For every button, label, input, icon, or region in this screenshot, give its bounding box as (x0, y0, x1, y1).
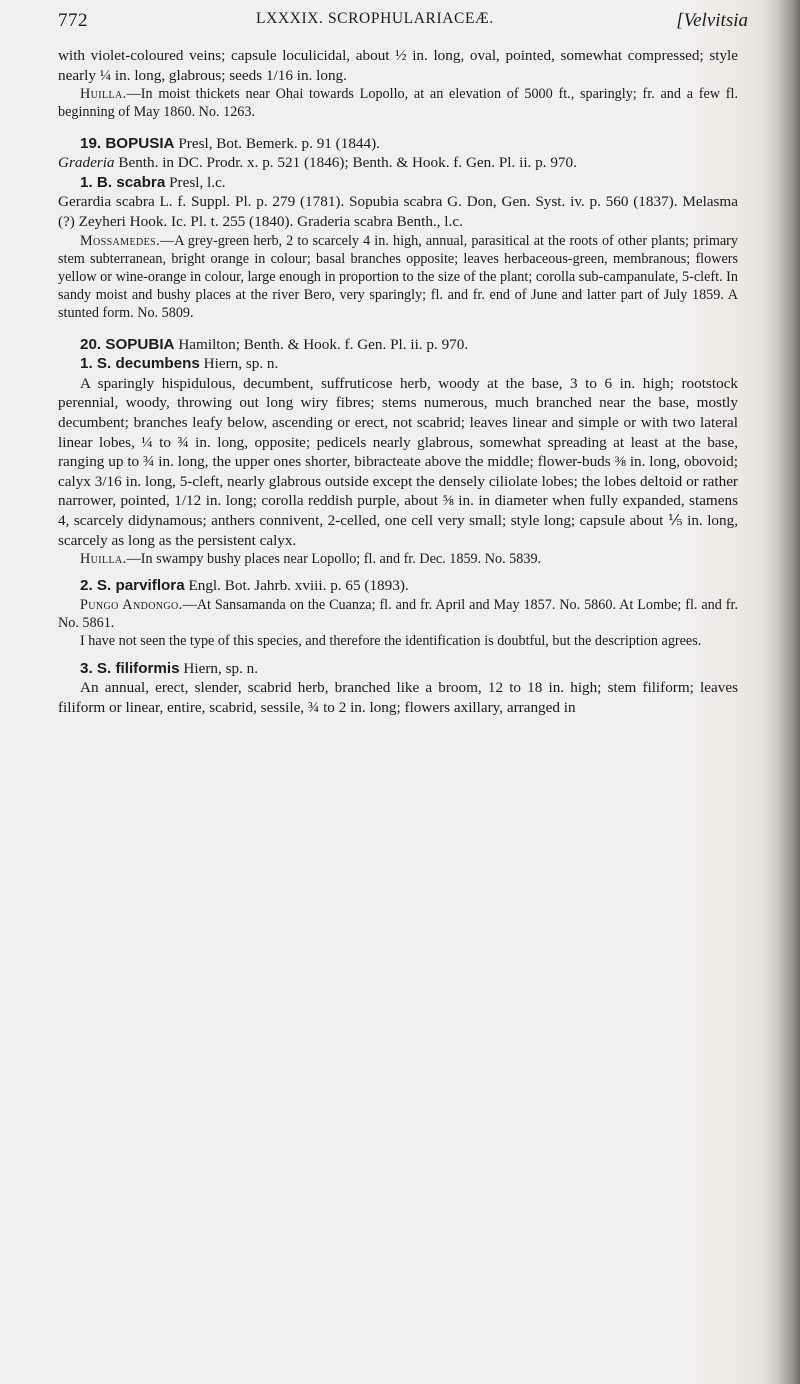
species-synonyms: Gerardia scabra L. f. Suppl. Pl. p. 279 (1781). Sopubia scabra G. Don, Gen. Syst. iv. p. 560 (1837). Melasma (?) Zeyheri Hook. Ic. Pl. t. 255 (1840). Graderia scabra Benth., l.c. (58, 193, 738, 230)
page-number: 772 (58, 10, 88, 31)
locality-paragraph: Huilla.—In moist thickets near Ohai towards Lopollo, at an elevation of 5000 ft., sparingly; fr. and a few fl. beginning of May 1860. No. 1263. (58, 86, 738, 121)
locality-paragraph: Pungo Andongo.—At Sansamanda on the Cuanza; fl. and fr. April and May 1857. No. 5860. At Lombe; fl. and fr. No. 5861. (58, 596, 738, 632)
species-heading: 1. S. decumbens Hiern, sp. n. (80, 355, 279, 373)
species-description: An annual, erect, slender, scabrid herb, branched like a broom, 12 to 18 in. high; stem filiform; leaves filiform or linear, entire, scabrid, sessile, ¾ to 2 in. long; flowers axillary, arranged in (58, 679, 738, 716)
section-title: LXXXIX. SCROPHULARIACEÆ. (256, 10, 494, 27)
page-body (58, 46, 738, 717)
genus-synonym: Graderia Benth. in DC. Prodr. x. p. 521 (1846); Benth. & Hook. f. Gen. Pl. ii. p. 970. (58, 154, 577, 172)
species-heading: 2. S. parviflora Engl. Bot. Jahrb. xviii. p. 65 (1893). (80, 577, 409, 595)
locality-paragraph: Huilla.—In swampy bushy places near Lopollo; fl. and fr. Dec. 1859. No. 5839. (80, 551, 542, 568)
genus-heading: 20. SOPUBIA Hamilton; Benth. & Hook. f. Gen. Pl. ii. p. 970. (80, 335, 469, 353)
species-heading: 3. S. filiformis Hiern, sp. n. (80, 659, 259, 677)
running-head: [Velvitsia (676, 10, 748, 31)
note-paragraph: I have not seen the type of this species, and therefore the identification is doubtful, but the description agrees. (80, 633, 702, 650)
page-header (58, 10, 748, 36)
species-description: A sparingly hispidulous, decumbent, suffruticose herb, woody at the base, 3 to 6 in. high; rootstock perennial, woody, throwing out long wiry fibres; stems numerous, much branched near the base, mostly decumbent; branches leafy below, ascending or erect, not scabrid; leaves linear and simple or with two lateral linear lobes, ¼ to ¾ in. long, opposite; pedicels nearly glabrous, somewhat spreading at least at the base, ranging up to ¾ in. long, the upper ones shorter, bibracteate above the middle; flower-buds ⅜ in. long, obovoid; calyx 3/16 in. long, 5-cleft, nearly glabrous outside except the densely ciliolate lobes; the lobes deltoid or rather narrower, pointed, 1/12 in. long; corolla reddish purple, about ⅝ in. in diameter when fully expanded, stamens 4, scarcely didynamous; anthers connivent, 2-celled, one cell very small; style long; capsule about ⅕ in. long, scarcely as long as the persistent calyx. (58, 374, 738, 549)
genus-heading: 19. BOPUSIA Presl, Bot. Bemerk. p. 91 (1844). (80, 134, 380, 152)
book-spine-shadow (762, 0, 800, 1384)
species-description: Mossamedes.—A grey-green herb, 2 to scarcely 4 in. high, annual, parasitical at the roots of other plants; primary stem subterranean, bright orange in colour; basal branches opposite; leaves herbaceous-green, membranous; flowers yellow or wine-orange in colour, large enough in proportion to the size of the plant; corolla sub-campanulate, 5-cleft. In sandy moist and bushy places at the river Bero, very sparingly; fl. and fr. end of June and latter part of July 1859. A stunted form. No. 5809. (58, 232, 738, 322)
paragraph: with violet-coloured veins; capsule loculicidal, about ½ in. long, oval, pointed, somewhat compressed; style nearly ¼ in. long, glabrous; seeds 1/16 in. long. (58, 47, 738, 84)
species-heading: 1. B. scabra Presl, l.c. (80, 173, 226, 191)
